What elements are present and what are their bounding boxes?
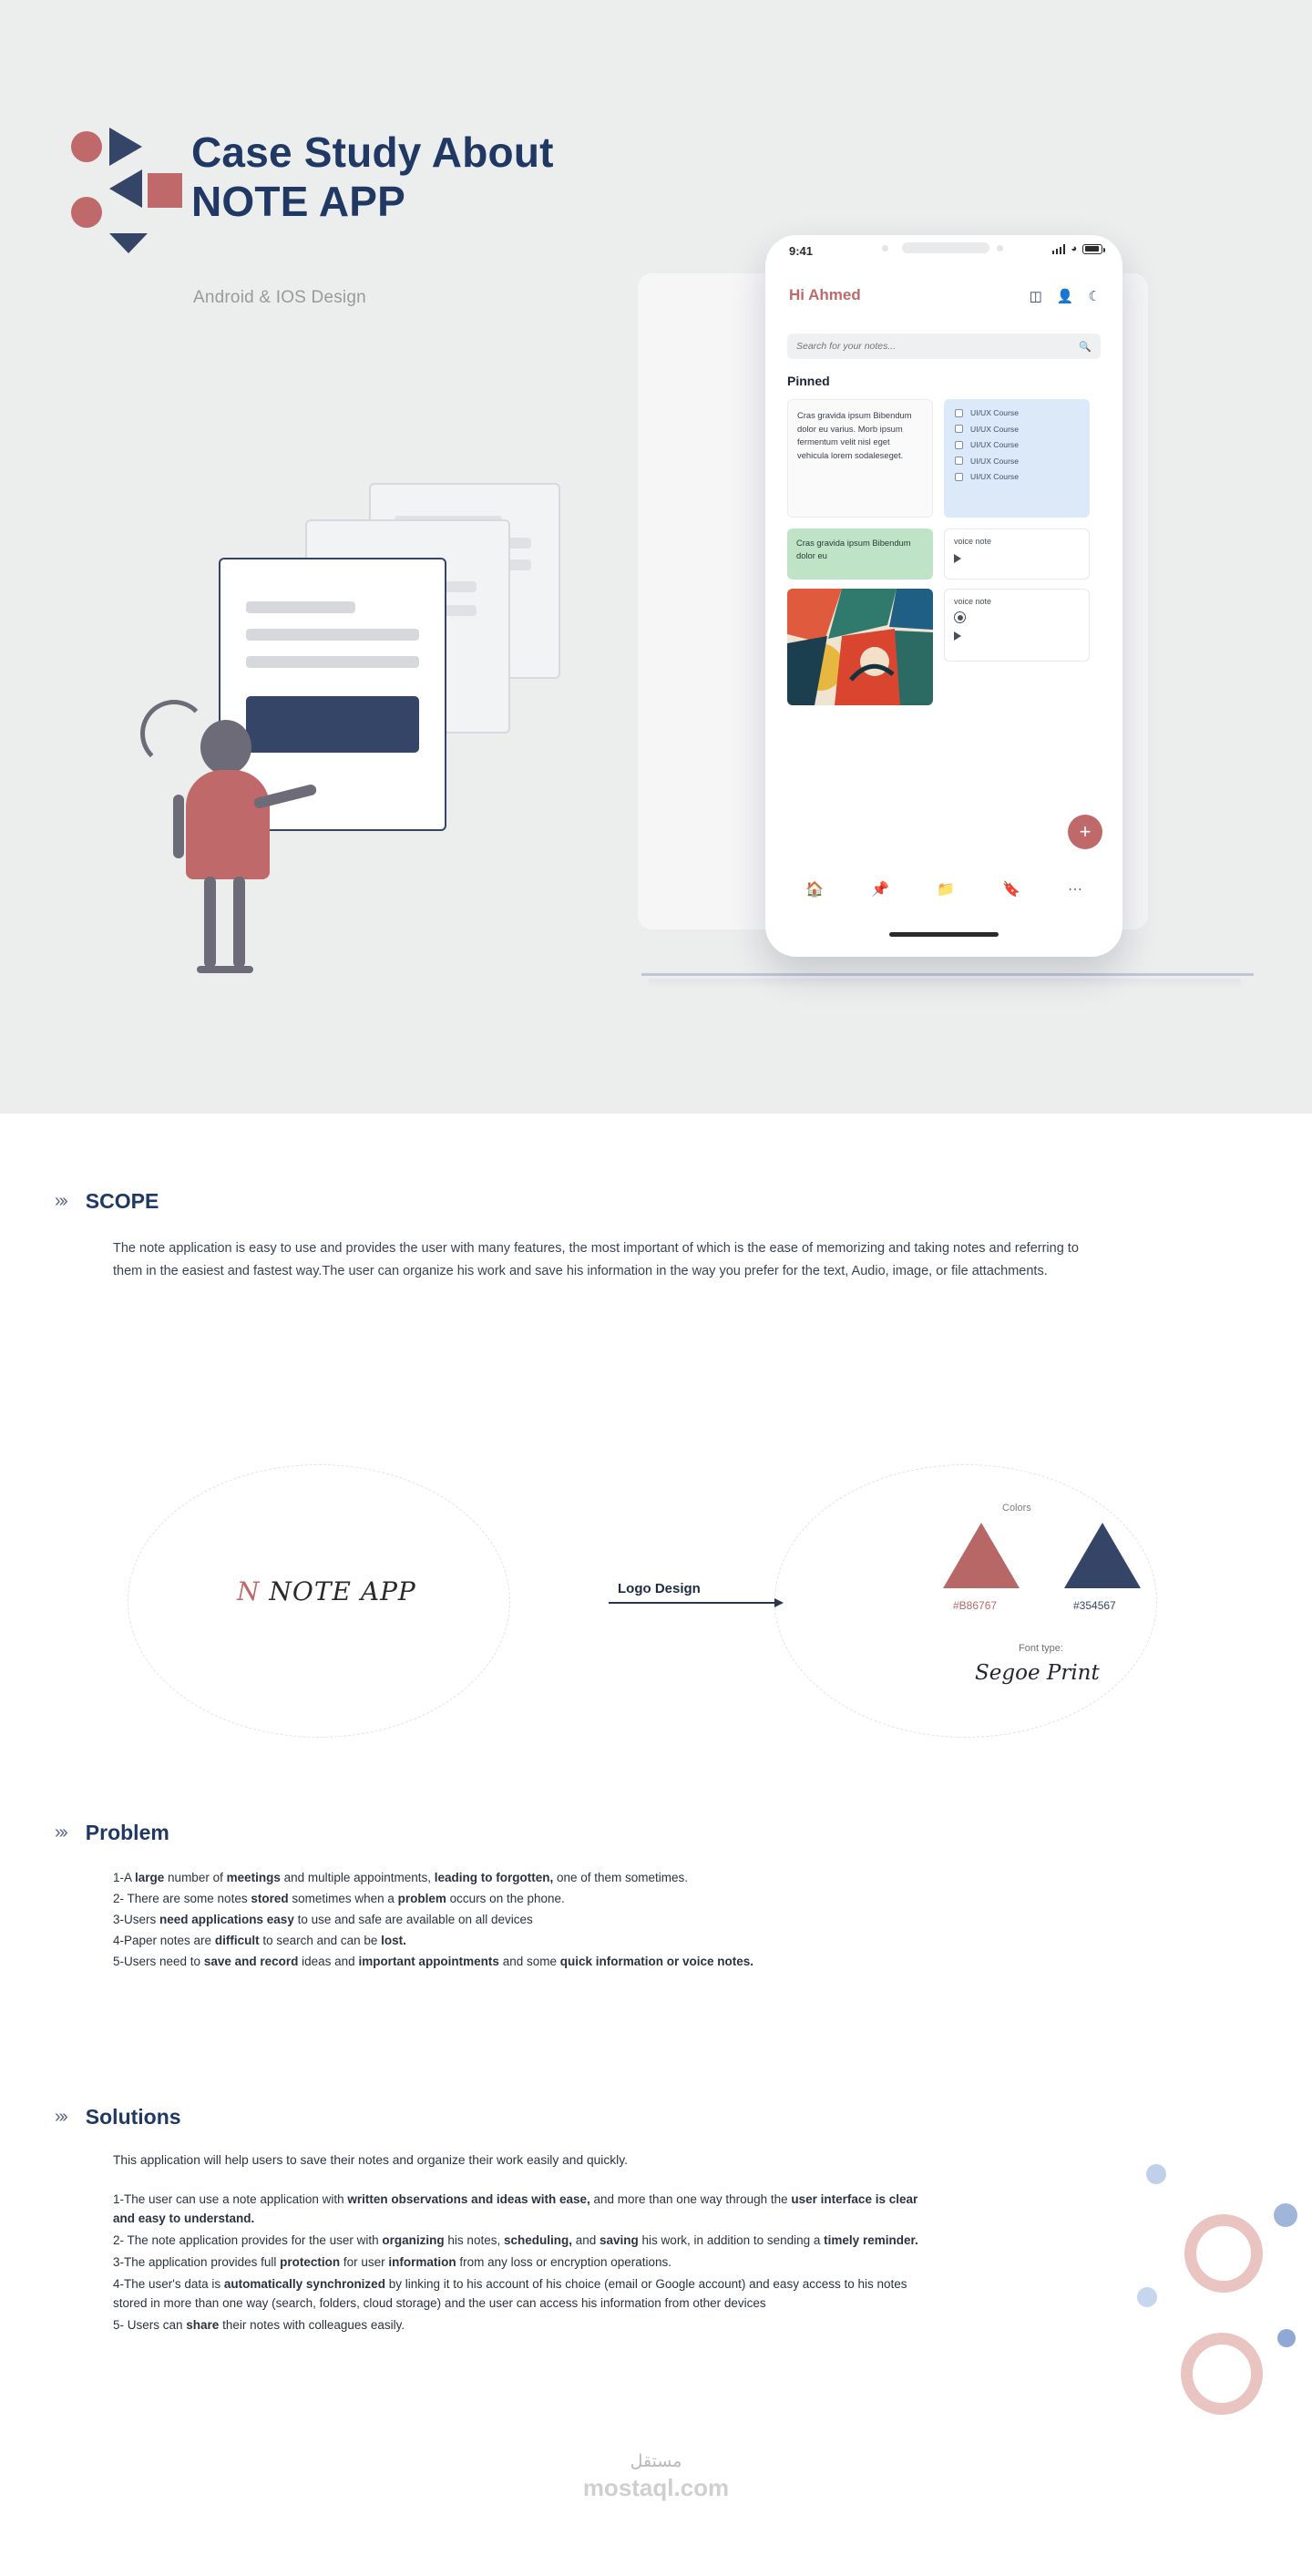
list-item: 3-Users need applications easy to use and safe are available on all devices [113, 1912, 533, 1926]
hero-illustration [109, 456, 692, 966]
checklist-item[interactable] [955, 440, 1079, 449]
voice-note-label: voice note [954, 597, 992, 606]
decorative-ring [1184, 2214, 1263, 2293]
checklist-item[interactable] [955, 472, 1079, 481]
phone-mockup [765, 235, 1122, 957]
note-text: Cras gravida ipsum Bibendum dolor eu [796, 538, 911, 561]
logo-wordmark [237, 1576, 416, 1606]
solutions-list [113, 2191, 933, 2335]
checkbox-icon[interactable] [955, 425, 963, 433]
hero-subtitle: Android & IOS Design [193, 288, 366, 307]
checklist-label: UI/UX Course [970, 440, 1020, 449]
note-card-text[interactable] [787, 399, 933, 518]
wifi-icon: ◕ [1071, 243, 1077, 254]
tab-folders[interactable]: 📁 [937, 882, 955, 898]
chevrons-icon: »› [55, 1191, 66, 1211]
add-person-icon[interactable]: 👤 [1056, 289, 1074, 304]
logo-design-arrow [609, 1581, 791, 1604]
color-swatch-red [943, 1523, 1020, 1588]
solutions-section [55, 2105, 1203, 2337]
hero-title-line1: Case Study About [191, 128, 554, 176]
scope-section [55, 1189, 1203, 1283]
list-item: 5- Users can share their notes with colleagues easily. [113, 2317, 405, 2332]
list-item: 2- The note application provides for the user with organizing his notes, scheduling, and saving his work, in addition to sending a timely reminder. [113, 2232, 918, 2247]
signal-icon [1052, 244, 1066, 254]
solutions-intro: This application will help users to save their notes and organize their work easily and quickly. [113, 2153, 628, 2167]
page-title [191, 128, 554, 227]
decorative-dot [1137, 2287, 1157, 2307]
list-item: 3-The application provides full protection for user information from any loss or encryption operations. [113, 2254, 672, 2269]
add-note-button[interactable]: + [1068, 815, 1102, 849]
checklist-item[interactable] [955, 457, 1079, 466]
logo-design-section [55, 1453, 1257, 1754]
color-hex-blue: #354567 [1073, 1599, 1116, 1612]
problem-section [55, 1821, 1203, 1974]
moon-icon[interactable]: ☾ [1088, 289, 1101, 304]
status-bar [765, 235, 1122, 268]
chevrons-icon: »› [55, 2107, 66, 2127]
hero-title-line2: NOTE APP [191, 178, 406, 226]
greeting-text: Hi Ahmed [789, 286, 861, 303]
note-card-image[interactable] [787, 589, 933, 705]
tab-home[interactable]: 🏠 [805, 882, 824, 898]
checklist-item[interactable] [955, 408, 1079, 417]
list-item: 2- There are some notes stored sometimes when a problem occurs on the phone. [113, 1891, 565, 1905]
play-icon[interactable] [954, 631, 961, 641]
logo-initial: N [237, 1576, 261, 1606]
checklist-label: UI/UX Course [970, 456, 1020, 466]
watermark-arabic: مستقل [630, 2452, 682, 2471]
colors-caption: Colors [1002, 1503, 1031, 1514]
play-icon[interactable] [954, 554, 961, 563]
pinned-label: Pinned [787, 374, 830, 388]
voice-note-card[interactable] [944, 529, 1090, 580]
home-indicator [889, 932, 999, 937]
battery-icon [1082, 244, 1102, 254]
logo-name: NOTE APP [260, 1576, 416, 1606]
search-icon[interactable]: 🔍 [1079, 341, 1092, 353]
list-item: 4-Paper notes are difficult to search and can be lost. [113, 1933, 406, 1947]
checkbox-icon[interactable] [955, 457, 963, 465]
list-item: 1-The user can use a note application with written observations and ideas with ease, and more than one way through the user interface is clear and easy to understand. [113, 2192, 918, 2225]
checklist-label: UI/UX Course [970, 408, 1020, 417]
checkbox-icon[interactable] [955, 409, 963, 417]
checkbox-icon[interactable] [955, 441, 963, 449]
list-item: 5-Users need to save and record ideas and important appointments and some quick information or voice notes. [113, 1954, 754, 1968]
hero-section [0, 0, 1312, 1114]
decorative-dot [1146, 2164, 1166, 2184]
problem-heading: Problem [85, 1821, 169, 1844]
arrow-label: Logo Design [618, 1581, 701, 1596]
note-card-checklist[interactable] [944, 399, 1090, 518]
layout-icon[interactable]: ◫ [1029, 289, 1042, 304]
list-item: 4-The user's data is automatically synchronized by linking it to his account of his choice (email or Google account) and easy access to his notes stored in more than one way (search, folders, cloud storage) and the user can access his information from other devices [113, 2276, 907, 2310]
tab-more[interactable]: ⋯ [1067, 882, 1082, 898]
solutions-heading: Solutions [85, 2105, 181, 2129]
font-name: Segoe Print [975, 1661, 1100, 1685]
tab-bookmarks[interactable]: 🔖 [1001, 882, 1020, 898]
problem-list [113, 1869, 1203, 1972]
phone-base-line [641, 973, 1254, 976]
note-text: Cras gravida ipsum Bibendum dolor eu varius. Morb ipsum fermentum velit nisl eget vehicula lorem sodaleseget. [797, 410, 912, 460]
checklist-item[interactable] [955, 425, 1079, 434]
arrow-icon [609, 1602, 782, 1604]
checklist-label: UI/UX Course [970, 424, 1020, 434]
search-bar[interactable] [787, 334, 1101, 359]
checkbox-icon[interactable] [955, 473, 963, 481]
voice-note-label: voice note [954, 537, 992, 546]
bottom-tab-bar[interactable] [765, 869, 1122, 909]
scope-heading: SCOPE [85, 1189, 159, 1213]
decorative-dot [1277, 2329, 1296, 2347]
watermark [510, 2451, 802, 2502]
avatar [954, 611, 966, 623]
status-time: 9:41 [789, 244, 814, 258]
color-swatch-blue [1064, 1523, 1141, 1588]
decorative-ring [1181, 2333, 1263, 2415]
checklist-label: UI/UX Course [970, 472, 1020, 481]
decorative-dot [1274, 2203, 1297, 2227]
note-card-green[interactable] [787, 529, 933, 580]
search-input[interactable] [796, 341, 1079, 352]
watermark-latin: mostaql.com [582, 2474, 730, 2501]
font-caption: Font type: [1019, 1643, 1063, 1654]
color-hex-red: #B86767 [953, 1599, 998, 1612]
scope-body: The note application is easy to use and provides the user with many features, the most important of which is the ease of memorizing and taking notes and referring to them in the easiest and fastest way.The user can organize his work and save his information in the way you prefer for the text, Audio, image, or file attachments. [113, 1241, 1079, 1278]
brand-mark-icon [71, 126, 171, 249]
phone-base-shadow [649, 979, 1241, 988]
voice-note-card[interactable] [944, 589, 1090, 662]
tab-pinned[interactable]: 📌 [871, 882, 889, 898]
chevrons-icon: »› [55, 1822, 66, 1842]
list-item: 1-A large number of meetings and multiple appointments, leading to forgotten, one of them sometimes. [113, 1871, 689, 1884]
header-actions[interactable] [1030, 288, 1101, 304]
artwork-image [787, 589, 933, 705]
